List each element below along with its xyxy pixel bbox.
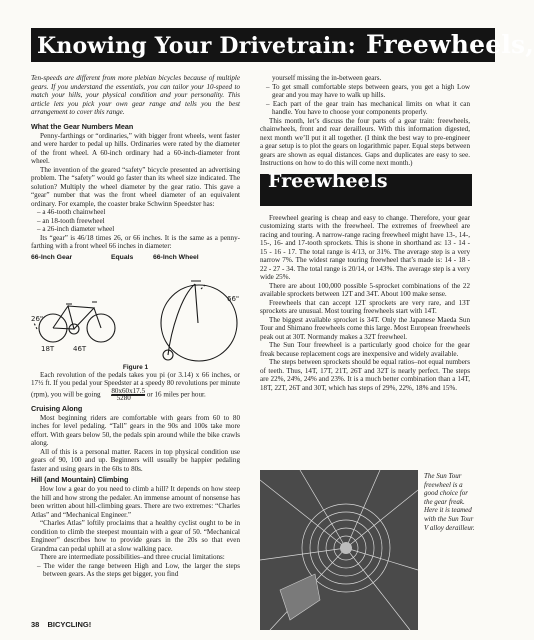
paragraph: This month, let’s discuss the four parts of a gear train: freewheels, chainwheels, front and rear derailleurs. With this information digested, next month we’ll put it all together. (I think the best way to pre-engineer a gear setup is to plot the gears on logarithmic paper. Equal steps between gears are shown as equal distances. Gaps and duplicates are easy to see. Instructions on how to do this will come next month.): [260, 116, 470, 167]
article-title: Knowing Your Drivetrain:: [37, 33, 356, 59]
speed-equation: [102, 388, 145, 402]
figure-caption: Figure 1: [122, 363, 149, 371]
paragraph: Most beginning riders are comfortable with gears from 60 to 80 inches for level pedaling. “Tall” gears in the 90s and 100s take more effort. With gears below 50, the pedals spin around while the bike crawls along.: [31, 413, 240, 447]
left-column: [31, 74, 240, 579]
speed-result: or 16 miles per hour.: [146, 390, 206, 399]
equation-numerator: 80x60x17.5: [111, 386, 146, 395]
freewheel-photo: [260, 470, 418, 630]
list-item: – Each part of the gear train has mechanical limits on what it can handle. You have to choose your components properly.: [260, 100, 470, 117]
annotation-66-inch: 66": [227, 294, 240, 303]
page-footer: [31, 620, 97, 629]
limitations-list: [31, 562, 240, 579]
list-item: – The wider the range between High and Low, the larger the steps between gears. As the steps get bigger, you find: [31, 562, 240, 579]
paragraph: How low a gear do you need to climb a hill? It depends on how steep the hill and how strong the pedaler. An immense amount of nonsense has been written about hill-climbing gears. There are two extremes: “Charles Atlas” and “Mechanical Engineer.”: [31, 485, 240, 519]
magazine-name: BICYCLING!: [47, 620, 92, 629]
freewheel-photo-image: [260, 470, 418, 630]
list-item: – a 46-tooth chainwheel: [31, 208, 240, 217]
page-number: 38: [31, 620, 40, 629]
right-column: [260, 74, 470, 392]
paragraph: The Sun Tour freewheel is a particularly good choice for the gear freak because replacement cogs are inexpensive and widely available.: [260, 341, 470, 358]
speed-text: Each revolution of the pedals takes you pi (or 3.14) x 66 inches, or 17½ ft. If you pedal your Speedster at a speedy 80 revolutions per minute (rpm), you will be going: [31, 370, 240, 399]
dimension-arrows: [34, 285, 205, 329]
paragraph: The invention of the geared “safety” bicycle presented an advertising problem. The “safety” would go faster than its wheel size indicated. The solution? Multiply the wheel diameter by the gear ratio. This gave a “gear” number that was the front wheel diameter of an equivalent ordinary. For example, the coaster brake Schwinn Speedster has:: [31, 165, 240, 208]
section-heading-cruising: Cruising Along: [31, 403, 83, 413]
section-heading-gear-numbers: What the Gear Numbers Mean: [31, 121, 134, 131]
section-banner-title: Freewheels: [268, 169, 388, 192]
section-heading-hill-climbing: Hill (and Mountain) Climbing: [31, 475, 129, 484]
paragraph: The biggest available sprocket is 34T. Only the Japanese Maeda Sun Tour and Shimano freewheels come this large. Most European freewheels peak out at 30T. Normandy makes a 32T freewheel.: [260, 315, 470, 341]
article-title-emphasis: Freewheels,: [365, 30, 534, 59]
equation-denominator: 5280: [116, 393, 131, 402]
section-banner-freewheels: [260, 169, 472, 206]
ordinary-frame: [168, 281, 201, 355]
list-item: – a 26-inch diameter wheel: [31, 225, 240, 234]
list-item: – To get small comfortable steps between gears, you get a high Low gear and you may have to walk up hills.: [260, 83, 470, 100]
paragraph: All of this is a personal matter. Racers in top physical condition use gears of 90, 100 and up. Beginners will usually be happier pedaling faster and using gears in the 60s to 80s.: [31, 447, 240, 473]
figure-label-equals: Equals: [111, 253, 134, 261]
paragraph: Its “gear” is 46/18 times 26, or 66 inches. It is the same as a penny-farthing with a front wheel 66 inches in diameter:: [31, 233, 240, 250]
photo-caption: The Sun Tour freewheel is a good choice for the gear freak. Here it is teamed with the Sun Tour V alloy derailleur.: [424, 472, 475, 532]
paragraph: The steps between sprockets should be equal ratios–not equal numbers of teeth. Thus, 14T, 17T, 21T, 26T and 32T is nearly perfect. The steps are 22%, 24%, 24% and 23%. It is a much better combination than a 14T, 18T, 22T, 26T and 30T, which has steps of 29%, 22%, 18% and 15%.: [260, 358, 470, 392]
paragraph: There are intermediate possibilities–and three crucial limitations:: [40, 553, 225, 561]
figure-label-gear: 66-Inch Gear: [31, 253, 73, 261]
paragraph: There are about 100,000 possible 5-sprocket combinations of the 22 available sprockets between 12T and 34T. About 100 make sense.: [260, 281, 470, 298]
figure-label-wheel: 66-Inch Wheel: [153, 253, 199, 261]
intro-paragraph: Ten-speeds are different from more plebian bicycles because of multiple gears. If you understand the essentials, you can tailor your 10-speed to match your hills, your physical condition and your personality. This article lets you pick your own gear range and tells you the best arrangement to cover this range.: [31, 74, 240, 116]
limitations-list-continued: [260, 83, 470, 117]
list-continuation: yourself missing the in-between gears.: [272, 74, 382, 82]
article-title-banner: [31, 28, 534, 62]
freewheel-photo-block: [260, 470, 475, 630]
ordinary-front-wheel: [161, 285, 240, 361]
paragraph: Penny-farthings or “ordinaries,” with bigger front wheels, went faster and were harder to pedal up hills. Ordinaries were rated by the diameter of the front wheel. A 60-inch ordinary had a 60-inch-diameter front wheel.: [31, 131, 240, 165]
paragraph: “Charles Atlas” loftily proclaims that a healthy cyclist ought to be in condition to climb the steepest mountain with a gear of 50. “Mechanical Engineer” describes how to provide gears in the 20s so that even Grandma can pedal uphill at a slow walking pace.: [31, 519, 240, 553]
paragraph: Freewheel gearing is cheap and easy to change. Therefore, your gear customizing starts with the freewheel. The extremes of freewheel are racing and touring. A narrow-range racing freewheel might have 13-, 14-, 15-, 16- and 17-tooth sprockets. This is shone in shorthand as: 13 - 14 - 15 - 16 - 17. The total range is 4/13, or 31%. The average step is a very narrow 7%. The widest range touring freewheel that’s made is: 14 - 18 - 22 - 27 - 34. The total range is 20/14, or 143%. The average step is a very wide 25%.: [260, 213, 470, 281]
list-item: – an 18-tooth freewheel: [31, 217, 240, 226]
figure-1: [31, 251, 240, 371]
paragraph: Freewheels that can accept 12T sprockets are very rare, and 13T sprockets are unusual. Most touring freewheels start with 14T.: [260, 298, 470, 315]
bicycle-comparison-illustration: [31, 251, 240, 363]
annotation-18t: 18T: [41, 344, 55, 353]
paragraph: [31, 371, 240, 402]
annotation-26-inch: 26": [31, 314, 44, 323]
annotation-46t: 46T: [73, 344, 87, 353]
speedster-spec-list: [31, 208, 240, 234]
